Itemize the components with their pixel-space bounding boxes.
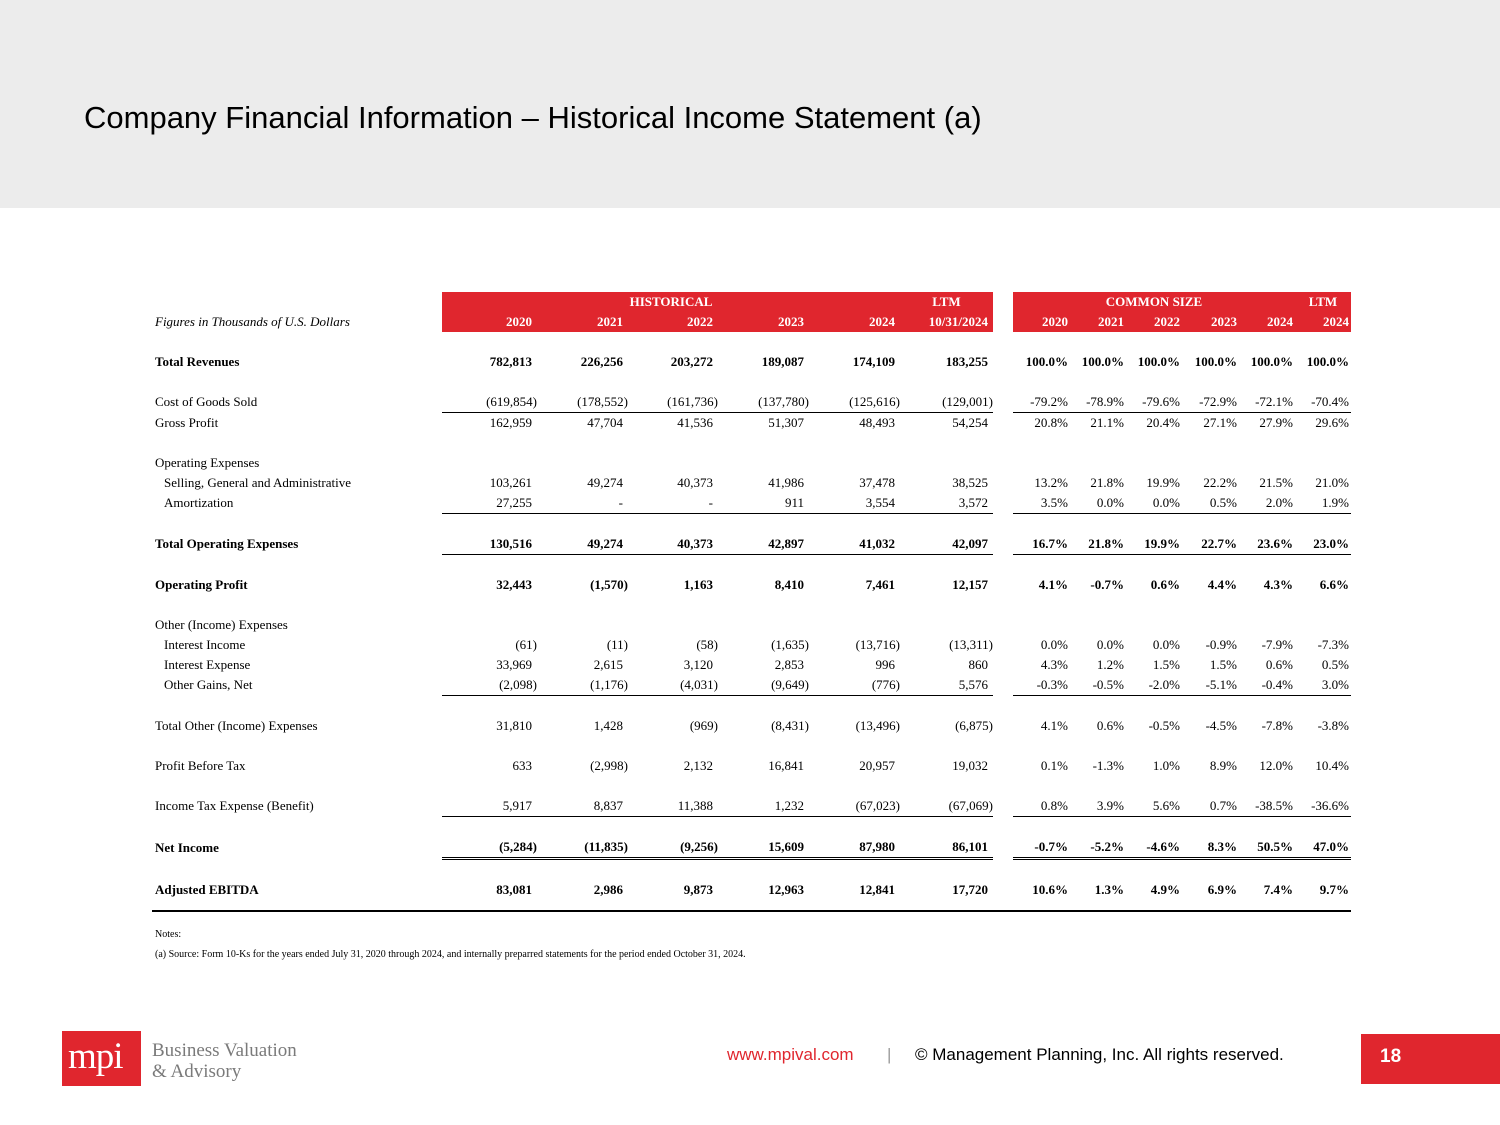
group-header-common-size: COMMON SIZE: [1013, 292, 1295, 312]
table-row-other-gains: [152, 675, 1351, 696]
pct-cell: 4.3%: [1263, 577, 1293, 592]
pct-cell: 0.0%: [1040, 637, 1068, 652]
value-cell: (11): [606, 637, 628, 652]
row-label: Adjusted EBITDA: [155, 882, 259, 897]
pct-cell: 21.5%: [1259, 475, 1293, 490]
row-label: Operating Profit: [155, 577, 248, 592]
value-cell: 19,032: [952, 758, 988, 773]
table-row-operating-expenses-heading: [152, 453, 1351, 473]
pct-cell: 8.9%: [1209, 758, 1237, 773]
pct-cell: 23.6%: [1239, 534, 1295, 555]
pct-cell: 100.0%: [1137, 354, 1180, 369]
value-cell: 11,388: [628, 796, 718, 817]
value-cell: (125,616): [809, 392, 900, 413]
pct-cell: 0.5%: [1182, 493, 1239, 514]
cs-column-header: 2021: [1070, 312, 1126, 332]
pct-cell: 13.2%: [1034, 475, 1068, 490]
notes-heading: Notes:: [155, 929, 182, 940]
value-cell: 226,256: [580, 354, 623, 369]
pct-cell: 1.5%: [1209, 657, 1237, 672]
pct-cell: 100.0%: [1250, 354, 1293, 369]
value-cell: (1,176): [537, 675, 628, 696]
value-cell: 5,576: [900, 675, 993, 696]
pct-cell: 23.0%: [1295, 534, 1351, 555]
value-cell: 48,493: [859, 415, 895, 430]
pct-cell: 6.9%: [1207, 882, 1237, 897]
group-header-ltm: LTM: [900, 292, 993, 312]
value-cell: 49,274: [537, 534, 628, 555]
value-cell: 162,959: [489, 415, 532, 430]
value-cell: 911: [718, 493, 809, 514]
pct-cell: 19.9%: [1126, 534, 1182, 555]
value-cell: (619,854): [442, 392, 537, 413]
table-row-interest-income: [152, 635, 1351, 655]
value-cell: (9,256): [628, 837, 718, 859]
pct-cell: 0.7%: [1182, 796, 1239, 817]
pct-cell: -0.7%: [1090, 577, 1124, 592]
pct-cell: -7.9%: [1261, 637, 1293, 652]
cs-column-header: 2020: [1013, 312, 1070, 332]
pct-cell: 0.8%: [1013, 796, 1070, 817]
pct-cell: -0.5%: [1148, 718, 1180, 733]
table-row-total-operating-expenses: [152, 534, 1351, 555]
value-cell: 5,917: [442, 796, 537, 817]
value-cell: 2,615: [593, 657, 623, 672]
pct-cell: 21.0%: [1315, 475, 1349, 490]
value-cell: (13,496): [855, 718, 900, 733]
value-cell: 7,461: [865, 577, 895, 592]
value-cell: 31,810: [496, 718, 532, 733]
cs-column-header: 2022: [1126, 312, 1182, 332]
pct-cell: -0.7%: [1013, 837, 1070, 859]
pct-cell: -79.6%: [1126, 392, 1182, 413]
pct-cell: -7.3%: [1317, 637, 1349, 652]
pct-cell: -0.4%: [1239, 675, 1295, 696]
value-cell: 996: [875, 657, 895, 672]
value-cell: (1,635): [771, 637, 809, 652]
cs-column-header: 2024: [1239, 312, 1295, 332]
value-cell: (11,835): [537, 837, 628, 859]
value-cell: (9,649): [718, 675, 809, 696]
pct-cell: 10.4%: [1315, 758, 1349, 773]
value-cell: -: [628, 493, 718, 514]
row-label: Other Gains, Net: [164, 677, 253, 693]
table-row-amortization: [152, 493, 1351, 514]
pct-cell: 0.0%: [1096, 637, 1124, 652]
table-row-net-income: [152, 837, 1351, 859]
value-cell: 1,428: [593, 718, 623, 733]
row-label: Interest Income: [164, 637, 246, 652]
pct-cell: -7.8%: [1261, 718, 1293, 733]
row-label: Total Other (Income) Expenses: [155, 718, 318, 733]
row-label: Interest Expense: [164, 657, 251, 672]
value-cell: 42,897: [718, 534, 809, 555]
notes: [155, 925, 746, 965]
value-cell: 183,255: [945, 354, 988, 369]
pct-cell: 19.9%: [1146, 475, 1180, 490]
column-header: 2023: [718, 312, 809, 332]
pct-cell: 3.0%: [1295, 675, 1351, 696]
value-cell: 40,373: [628, 534, 718, 555]
pct-cell: 0.5%: [1321, 657, 1349, 672]
cs-column-header: 2023: [1182, 312, 1239, 332]
row-label: Selling, General and Administrative: [164, 475, 352, 490]
pct-cell: 9.7%: [1319, 882, 1349, 897]
pct-cell: 0.0%: [1126, 493, 1182, 514]
value-cell: 8,410: [774, 577, 804, 592]
pct-cell: -5.2%: [1070, 837, 1126, 859]
pct-cell: 1.5%: [1152, 657, 1180, 672]
value-cell: 1,163: [683, 577, 713, 592]
value-cell: 3,554: [809, 493, 900, 514]
table-row-interest-expense: [152, 655, 1351, 675]
pct-cell: -70.4%: [1295, 392, 1351, 413]
pct-cell: 5.6%: [1126, 796, 1182, 817]
units-label: Figures in Thousands of U.S. Dollars: [155, 314, 350, 329]
value-cell: 2,853: [774, 657, 804, 672]
table-bottom-rule: [152, 900, 1351, 911]
pct-cell: -72.1%: [1239, 392, 1295, 413]
value-cell: 189,087: [761, 354, 804, 369]
pct-cell: -72.9%: [1182, 392, 1239, 413]
value-cell: (129,001): [900, 392, 993, 413]
value-cell: (5,284): [442, 837, 537, 859]
pct-cell: -0.5%: [1070, 675, 1126, 696]
pct-cell: -0.3%: [1013, 675, 1070, 696]
pct-cell: 47.0%: [1295, 837, 1351, 859]
value-cell: 47,704: [587, 415, 623, 430]
column-header: 2020: [442, 312, 537, 332]
value-cell: 9,873: [683, 882, 713, 897]
pct-cell: 27.9%: [1259, 415, 1293, 430]
pct-cell: 7.4%: [1263, 882, 1293, 897]
value-cell: (13,311): [949, 637, 993, 652]
value-cell: 41,536: [677, 415, 713, 430]
pct-cell: 100.0%: [1194, 354, 1237, 369]
pct-cell: -1.3%: [1092, 758, 1124, 773]
value-cell: 860: [968, 657, 988, 672]
value-cell: (13,716): [855, 637, 900, 652]
pct-cell: -5.1%: [1182, 675, 1239, 696]
value-cell: 1,232: [718, 796, 809, 817]
table-row-adjusted-ebitda: [152, 880, 1351, 900]
pct-cell: 6.6%: [1319, 577, 1349, 592]
value-cell: (61): [515, 637, 537, 652]
pct-cell: 0.6%: [1096, 718, 1124, 733]
value-cell: 20,957: [859, 758, 895, 773]
value-cell: 49,274: [587, 475, 623, 490]
pct-cell: 4.1%: [1040, 718, 1068, 733]
value-cell: 12,841: [859, 882, 895, 897]
pct-cell: 20.4%: [1146, 415, 1180, 430]
pct-cell: 21.8%: [1070, 534, 1126, 555]
pct-cell: 29.6%: [1315, 415, 1349, 430]
income-statement-table: [152, 292, 1351, 912]
pct-cell: -3.8%: [1317, 718, 1349, 733]
column-header: 10/31/2024: [900, 312, 993, 332]
pct-cell: 2.0%: [1239, 493, 1295, 514]
row-label: Income Tax Expense (Benefit): [155, 798, 314, 814]
logo-text: mpi: [68, 1036, 123, 1077]
value-cell: 33,969: [496, 657, 532, 672]
value-cell: (969): [689, 718, 718, 733]
header-row-groups: [152, 292, 1351, 312]
pct-cell: -4.6%: [1126, 837, 1182, 859]
pct-cell: 0.1%: [1040, 758, 1068, 773]
table-row-other-expenses-heading: [152, 615, 1351, 635]
value-cell: 40,373: [677, 475, 713, 490]
value-cell: (776): [809, 675, 900, 696]
table-row-operating-profit: [152, 575, 1351, 595]
pct-cell: -0.9%: [1205, 637, 1237, 652]
footer-separator: |: [887, 1045, 892, 1064]
value-cell: (2,998): [590, 758, 628, 773]
value-cell: 12,963: [768, 882, 804, 897]
pct-cell: -79.2%: [1013, 392, 1070, 413]
pct-cell: 0.0%: [1070, 493, 1126, 514]
column-header: 2021: [537, 312, 628, 332]
value-cell: 38,525: [952, 475, 988, 490]
value-cell: 41,986: [768, 475, 804, 490]
value-cell: (137,780): [718, 392, 809, 413]
table-row-cogs: [152, 392, 1351, 413]
pct-cell: 0.0%: [1152, 637, 1180, 652]
pct-cell: 8.3%: [1182, 837, 1239, 859]
pct-cell: 100.0%: [1306, 354, 1349, 369]
value-cell: (161,736): [628, 392, 718, 413]
value-cell: (2,098): [442, 675, 537, 696]
value-cell: (178,552): [537, 392, 628, 413]
value-cell: 174,109: [852, 354, 895, 369]
value-cell: 782,813: [489, 354, 532, 369]
value-cell: 203,272: [670, 354, 713, 369]
pct-cell: -78.9%: [1070, 392, 1126, 413]
value-cell: 87,980: [809, 837, 900, 859]
pct-cell: 21.8%: [1090, 475, 1124, 490]
table-row-profit-before-tax: [152, 756, 1351, 776]
pct-cell: 12.0%: [1259, 758, 1293, 773]
value-cell: 17,720: [952, 882, 988, 897]
header-row-years: [152, 312, 1351, 332]
pct-cell: 100.0%: [1025, 354, 1068, 369]
value-cell: 130,516: [442, 534, 537, 555]
website-link[interactable]: www.mpival.com: [727, 1045, 854, 1064]
pct-cell: 22.2%: [1203, 475, 1237, 490]
value-cell: 83,081: [496, 882, 532, 897]
column-header: 2024: [809, 312, 900, 332]
value-cell: 2,986: [593, 882, 623, 897]
cs-column-header: 2024: [1295, 312, 1351, 332]
value-cell: 103,261: [489, 475, 532, 490]
pct-cell: 21.1%: [1090, 415, 1124, 430]
value-cell: 41,032: [809, 534, 900, 555]
pct-cell: 22.7%: [1182, 534, 1239, 555]
value-cell: 3,572: [900, 493, 993, 514]
pct-cell: 3.5%: [1013, 493, 1070, 514]
table-row-gross-profit: [152, 413, 1351, 434]
value-cell: 633: [512, 758, 532, 773]
value-cell: 15,609: [718, 837, 809, 859]
value-cell: 37,478: [859, 475, 895, 490]
section-label: Operating Expenses: [155, 455, 260, 470]
pct-cell: 1.0%: [1152, 758, 1180, 773]
pct-cell: 3.9%: [1070, 796, 1126, 817]
value-cell: 2,132: [683, 758, 713, 773]
row-label: Total Revenues: [155, 354, 240, 369]
value-cell: (4,031): [628, 675, 718, 696]
pct-cell: 1.2%: [1096, 657, 1124, 672]
pct-cell: 0.6%: [1150, 577, 1180, 592]
value-cell: 8,837: [537, 796, 628, 817]
value-cell: -: [537, 493, 628, 514]
pct-cell: -38.5%: [1239, 796, 1295, 817]
brand-tagline: [152, 1040, 297, 1082]
table-row-sga: [152, 473, 1351, 493]
page-title: Company Financial Information – Historical Income Statement (a): [84, 100, 982, 135]
value-cell: 86,101: [900, 837, 993, 859]
note-item: (a) Source: Form 10-Ks for the years ended July 31, 2020 through 2024, and internally preparred statements for the period ended October 31, 2024.: [155, 949, 746, 960]
value-cell: (67,023): [809, 796, 900, 817]
page-number: 18: [1380, 1046, 1402, 1067]
pct-cell: 50.5%: [1239, 837, 1295, 859]
pct-cell: 10.6%: [1032, 882, 1068, 897]
pct-cell: 100.0%: [1081, 354, 1124, 369]
row-label: Net Income: [155, 839, 219, 855]
value-cell: (8,431): [771, 718, 809, 733]
value-cell: 27,255: [442, 493, 537, 514]
pct-cell: 1.9%: [1295, 493, 1351, 514]
column-header: 2022: [628, 312, 718, 332]
value-cell: 54,254: [952, 415, 988, 430]
pct-cell: 4.3%: [1040, 657, 1068, 672]
table-row-total-revenues: [152, 352, 1351, 372]
value-cell: (67,069): [900, 796, 993, 817]
pct-cell: 1.3%: [1094, 882, 1124, 897]
row-label: Profit Before Tax: [155, 758, 246, 773]
row-label: Gross Profit: [155, 414, 219, 430]
brand-line-1: Business Valuation: [152, 1040, 297, 1061]
value-cell: 32,443: [496, 577, 532, 592]
value-cell: 16,841: [768, 758, 804, 773]
page-number-badge: [1361, 1034, 1500, 1084]
mpi-logo: [62, 1031, 141, 1086]
pct-cell: 27.1%: [1203, 415, 1237, 430]
pct-cell: 0.6%: [1265, 657, 1293, 672]
group-header-cs-ltm: LTM: [1295, 292, 1351, 312]
section-label: Other (Income) Expenses: [155, 617, 288, 632]
group-header-historical: HISTORICAL: [442, 292, 900, 312]
value-cell: (58): [696, 637, 718, 652]
row-label: Cost of Goods Sold: [155, 394, 258, 410]
value-cell: 12,157: [952, 577, 988, 592]
value-cell: 42,097: [900, 534, 993, 555]
pct-cell: -36.6%: [1295, 796, 1351, 817]
value-cell: 3,120: [683, 657, 713, 672]
pct-cell: 20.8%: [1034, 415, 1068, 430]
value-cell: (1,570): [590, 577, 628, 592]
table-row-income-tax: [152, 796, 1351, 817]
row-label: Total Operating Expenses: [155, 536, 299, 552]
row-label: Amortization: [164, 495, 234, 511]
value-cell: 51,307: [768, 415, 804, 430]
pct-cell: 4.4%: [1207, 577, 1237, 592]
pct-cell: 4.1%: [1038, 577, 1068, 592]
pct-cell: 16.7%: [1013, 534, 1070, 555]
table-row-total-other-expenses: [152, 716, 1351, 736]
value-cell: (6,875): [955, 718, 993, 733]
copyright: © Management Planning, Inc. All rights reserved.: [915, 1045, 1284, 1064]
pct-cell: 4.9%: [1150, 882, 1180, 897]
pct-cell: -2.0%: [1126, 675, 1182, 696]
brand-line-2: & Advisory: [152, 1061, 242, 1082]
pct-cell: -4.5%: [1205, 718, 1237, 733]
